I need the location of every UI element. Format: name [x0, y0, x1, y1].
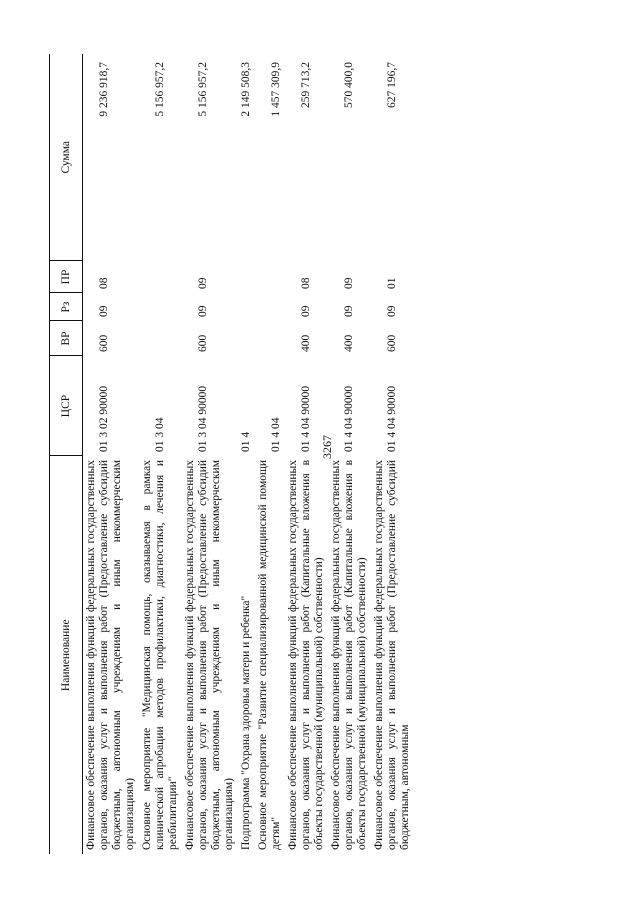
- row-sum: 2 149 508,3: [240, 62, 252, 117]
- row-pr: 09: [343, 277, 355, 289]
- row-csr: 01 4: [240, 431, 252, 452]
- row-name: Основное мероприятие "Развитие специализированной медицинской помощи детям": [257, 460, 282, 850]
- row-rz: [238, 293, 255, 321]
- row-vr: [238, 321, 255, 356]
- row-pr: 01: [386, 277, 398, 289]
- row-sum: 259 713,2: [300, 62, 312, 108]
- row-pr: [255, 261, 285, 293]
- row-rz: 09: [343, 305, 355, 317]
- rotated-page: [49, 54, 609, 854]
- row-name: Финансовое обеспечение выполнения функций федеральных государственных органов, оказания услуг и выполнения работ (Предоставление субсидий бюджетным, автономным учреждениям и иным некоммерческим организациям): [85, 460, 136, 850]
- row-vr: 600: [197, 334, 209, 352]
- row-name: Финансовое обеспечение выполнения функций федеральных государственных органов, оказания услуг и выполнения работ (Капитальные вложения в объекты государственной (муниципальной) собственности): [330, 460, 368, 850]
- row-pr: [238, 261, 255, 293]
- header-csr: ЦСР: [50, 356, 83, 456]
- row-csr: 01 3 04 90000: [197, 385, 209, 452]
- header-name: Наименование: [50, 456, 83, 854]
- row-sum: 570 400,0: [343, 62, 355, 108]
- table-row: [328, 54, 371, 854]
- row-name: Финансовое обеспечение выполнения функций федеральных государственных органов, оказания услуг и выполнения работ (Предоставление субсидий бюджетным, автономным учреждениям и иным некоммерческим организациям): [184, 460, 235, 850]
- row-sum: 5 156 957,2: [154, 62, 166, 117]
- row-csr: 01 4 04 90000: [300, 385, 312, 452]
- row-rz: [139, 293, 182, 321]
- row-pr: 08: [300, 277, 312, 289]
- row-pr: 09: [197, 277, 209, 289]
- header-rz: Рз: [50, 293, 83, 321]
- row-vr: [255, 321, 285, 356]
- row-vr: [139, 321, 182, 356]
- row-vr: 400: [300, 334, 312, 352]
- table-row: [285, 54, 328, 854]
- header-vr: ВР: [50, 321, 83, 356]
- table-row: [139, 54, 182, 854]
- row-vr: 600: [386, 334, 398, 352]
- row-vr: 600: [98, 334, 110, 352]
- table-row: [182, 54, 238, 854]
- table-row: [255, 54, 285, 854]
- row-rz: [255, 293, 285, 321]
- row-csr: 01 4 04 90000: [343, 385, 355, 452]
- row-csr: 01 3 04: [154, 417, 166, 452]
- row-pr: 08: [98, 277, 110, 289]
- budget-table: [49, 54, 414, 854]
- table-row: [238, 54, 255, 854]
- row-sum: 627 196,7: [386, 62, 398, 108]
- row-sum: 9 236 918,7: [98, 62, 110, 117]
- row-rz: 09: [300, 305, 312, 317]
- row-csr: 01 4 04 90000: [386, 385, 398, 452]
- table-row: [371, 54, 414, 854]
- row-rz: 09: [386, 305, 398, 317]
- row-csr: 01 4 04: [270, 417, 282, 452]
- table-row: [83, 54, 140, 854]
- row-name: Финансовое обеспечение выполнения функций федеральных государственных органов, оказания услуг и выполнения работ (Капитальные вложения в объекты государственной (муниципальной) собственности): [287, 460, 325, 850]
- row-pr: [139, 261, 182, 293]
- row-sum: 5 156 957,2: [197, 62, 209, 117]
- header-sum: Сумма: [50, 54, 83, 261]
- row-csr: 01 3 02 90000: [98, 385, 110, 452]
- row-name: Основное мероприятие "Медицинская помощь, оказываемая в рамках клинической апробации методов профилактики, диагностики, лечения и реабилитации": [141, 460, 179, 850]
- row-name: Подпрограмма "Охрана здоровья матери и ребенка": [240, 595, 252, 850]
- row-sum: 1 457 309,9: [270, 62, 282, 117]
- header-pr: ПР: [50, 261, 83, 293]
- table-header-row: [50, 54, 83, 854]
- row-vr: 400: [343, 334, 355, 352]
- page-number: 3267: [320, 435, 334, 459]
- row-rz: 09: [197, 305, 209, 317]
- row-rz: 09: [98, 305, 110, 317]
- row-name: Финансовое обеспечение выполнения функций федеральных государственных органов, оказания услуг и выполнения работ (Предоставление субсидий бюджетным, автономным: [373, 460, 411, 850]
